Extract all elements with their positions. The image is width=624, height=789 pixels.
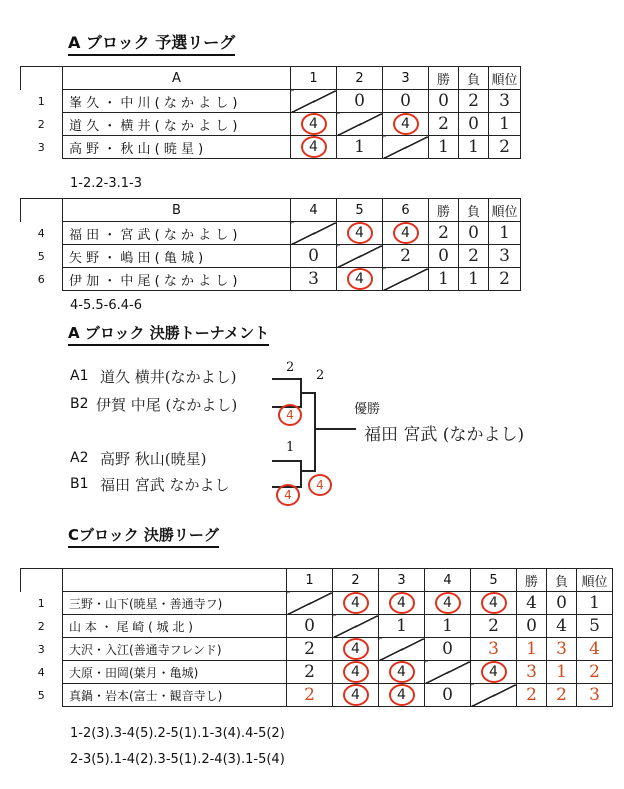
wins: 0: [526, 616, 537, 636]
header-cell: 勝: [429, 199, 459, 222]
diagonal-cell: [383, 136, 429, 159]
table-row: [21, 268, 521, 291]
header-cell: 1: [291, 67, 337, 90]
row-index: 5: [21, 684, 63, 707]
header-cell: 2: [337, 67, 383, 90]
player-names: 伊賀 中尾 (なかよし): [96, 396, 238, 414]
row-index: 1: [21, 90, 63, 113]
losses: 2: [468, 91, 479, 111]
header-cell: 負: [459, 67, 489, 90]
table-row: [21, 592, 613, 615]
winner-label: 優勝: [354, 402, 381, 417]
score: 0: [442, 685, 453, 705]
diagonal-cell: [471, 684, 517, 707]
win-circle: 4: [343, 638, 369, 660]
losses: 2: [556, 685, 567, 705]
score: 0: [308, 246, 319, 266]
wins: 3: [526, 662, 537, 682]
winner-circle: 4: [278, 404, 302, 426]
a-tournament-title: A ブロック 決勝トーナメント: [68, 322, 269, 346]
table-row: [21, 245, 521, 268]
table-row: [21, 90, 521, 113]
diagonal-cell: [287, 592, 333, 615]
diagonal-cell: [379, 638, 425, 661]
row-index: 2: [21, 615, 63, 638]
team-name: 矢 野 ・ 嶋 田 ( 亀 城 ): [63, 245, 291, 268]
table-row: [21, 684, 613, 707]
wins: 2: [526, 685, 537, 705]
losses: 4: [556, 616, 567, 636]
row-index: 5: [21, 245, 63, 268]
team-name: 真鍋・岩本(富士・観音寺し): [63, 684, 287, 707]
table-row: [21, 638, 613, 661]
wins: 1: [526, 639, 537, 659]
table-row: [21, 136, 521, 159]
win-circle: 4: [347, 268, 373, 290]
diagonal-cell: [425, 661, 471, 684]
header-cell: 3: [379, 569, 425, 592]
header-cell: 順位: [577, 569, 613, 592]
score: 2: [304, 662, 315, 682]
row-index: 4: [21, 661, 63, 684]
match-order-note: 4-5.5-6.4-6: [70, 298, 142, 313]
losses: 0: [468, 223, 479, 243]
wins: 1: [438, 137, 449, 157]
diagonal-cell: [333, 615, 379, 638]
win-circle: 4: [389, 592, 415, 614]
diagonal-cell: [337, 245, 383, 268]
team-name: 峯 久 ・ 中 川 ( な か よ し ): [63, 90, 291, 113]
diagonal-cell: [383, 268, 429, 291]
header-cell: 4: [425, 569, 471, 592]
header-cell: 5: [471, 569, 517, 592]
team-name: 福 田 ・ 宮 武 ( な か よ し ): [63, 222, 291, 245]
c-league-table: [20, 568, 613, 707]
header-cell: 順位: [489, 199, 521, 222]
win-circle: 4: [343, 684, 369, 706]
rank: 2: [499, 137, 510, 157]
losses: 0: [468, 114, 479, 134]
losses: 1: [556, 662, 567, 682]
rank: 3: [499, 91, 510, 111]
score: 1: [354, 137, 365, 157]
losses: 3: [556, 639, 567, 659]
score: 0: [304, 616, 315, 636]
win-circle: 4: [393, 113, 419, 135]
a-league-table-1: [20, 66, 521, 159]
rank: 2: [499, 269, 510, 289]
wins: 1: [438, 269, 449, 289]
team-name: 三野・山下(暁星・善通寺フ): [63, 592, 287, 615]
score: 0: [354, 91, 365, 111]
table-row: [21, 615, 613, 638]
bracket-line: [300, 460, 302, 488]
c-league-title: Cブロック 決勝リーグ: [68, 524, 219, 548]
score: 3: [308, 269, 319, 289]
win-circle: 4: [343, 661, 369, 683]
player-names: 道久 横井(なかよし): [100, 368, 237, 386]
header-cell: 4: [291, 199, 337, 222]
losses: 2: [468, 246, 479, 266]
a-league-table-2: [20, 198, 521, 291]
match-order-note: 1-2(3).3-4(5).2-5(1).1-3(4).4-5(2): [70, 726, 285, 741]
winner-circle: 4: [276, 484, 300, 506]
player-names: 高野 秋山(暁星): [100, 450, 207, 468]
win-circle: 4: [343, 592, 369, 614]
header-cell: 負: [547, 569, 577, 592]
score: 1: [396, 616, 407, 636]
row-index: 3: [21, 136, 63, 159]
player-names: 福田 宮武 なかよし: [100, 476, 230, 494]
row-index: 2: [21, 113, 63, 136]
bracket-line: [314, 392, 316, 472]
win-circle: 4: [389, 661, 415, 683]
match-score: 2: [286, 360, 295, 375]
seed-label: A2: [70, 450, 89, 466]
bracket-line: [272, 378, 302, 380]
team-name: 高 野 ・ 秋 山 ( 暁 星 ): [63, 136, 291, 159]
table-row: [21, 661, 613, 684]
team-name: 大原・田岡(葉月・亀城): [63, 661, 287, 684]
seed-label: B1: [70, 476, 89, 492]
score: 2: [400, 246, 411, 266]
match-score: 1: [286, 440, 295, 455]
diagonal-cell: [337, 113, 383, 136]
losses: 1: [468, 137, 479, 157]
header-cell: 3: [383, 67, 429, 90]
team-name: 大沢・入江(善通寺フレンド): [63, 638, 287, 661]
row-index: 4: [21, 222, 63, 245]
wins: 4: [526, 593, 537, 613]
losses: 0: [556, 593, 567, 613]
wins: 2: [438, 223, 449, 243]
score: 1: [442, 616, 453, 636]
win-circle: 4: [301, 113, 327, 135]
score: 0: [400, 91, 411, 111]
wins: 0: [438, 246, 449, 266]
match-score: 2: [316, 368, 325, 383]
match-order-note: 2-3(5).1-4(2).3-5(1).2-4(3).1-5(4): [70, 752, 285, 767]
header-cell: 1: [287, 569, 333, 592]
table-row: [21, 222, 521, 245]
header-cell: B: [63, 199, 291, 222]
score: 2: [304, 639, 315, 659]
bracket-line: [300, 470, 316, 472]
rank: 1: [499, 114, 510, 134]
win-circle: 4: [347, 222, 373, 244]
score: 2: [488, 616, 499, 636]
losses: 1: [468, 269, 479, 289]
rank: 2: [589, 662, 600, 682]
team-name: 道 久 ・ 横 井 ( な か よ し ): [63, 113, 291, 136]
header-cell: 負: [459, 199, 489, 222]
win-circle: 4: [393, 222, 419, 244]
win-circle: 4: [481, 661, 507, 683]
rank: 1: [499, 223, 510, 243]
header-cell: 5: [337, 199, 383, 222]
wins: 0: [438, 91, 449, 111]
diagonal-cell: [291, 90, 337, 113]
score: 2: [304, 685, 315, 705]
row-index: 6: [21, 268, 63, 291]
header-cell: A: [63, 67, 291, 90]
match-order-note: 1-2.2-3.1-3: [70, 176, 142, 191]
row-index: 3: [21, 638, 63, 661]
rank: 1: [589, 593, 600, 613]
header-cell: 勝: [517, 569, 547, 592]
header-cell: 勝: [429, 67, 459, 90]
rank: 4: [589, 639, 600, 659]
team-name: 伊 加 ・ 中 尾 ( な か よ し ): [63, 268, 291, 291]
seed-label: B2: [70, 396, 89, 412]
wins: 2: [438, 114, 449, 134]
rank: 3: [499, 246, 510, 266]
a-league-title: A ブロック 予選リーグ: [68, 30, 235, 56]
diagonal-cell: [291, 222, 337, 245]
bracket-line: [314, 428, 356, 430]
winner-circle: 4: [308, 474, 332, 496]
bracket-line: [272, 460, 302, 462]
team-name: 山 本 ・ 尾 崎 ( 城 北 ): [63, 615, 287, 638]
rank: 5: [589, 616, 600, 636]
win-circle: 4: [435, 592, 461, 614]
score: 0: [442, 639, 453, 659]
seed-label: A1: [70, 368, 89, 384]
rank: 3: [589, 685, 600, 705]
win-circle: 4: [481, 592, 507, 614]
score: 3: [488, 639, 499, 659]
win-circle: 4: [301, 136, 327, 158]
row-index: 1: [21, 592, 63, 615]
header-cell: 順位: [489, 67, 521, 90]
header-cell: 6: [383, 199, 429, 222]
winner-names: 福田 宮武 (なかよし): [364, 425, 525, 445]
header-cell: 2: [333, 569, 379, 592]
win-circle: 4: [389, 684, 415, 706]
table-row: [21, 113, 521, 136]
